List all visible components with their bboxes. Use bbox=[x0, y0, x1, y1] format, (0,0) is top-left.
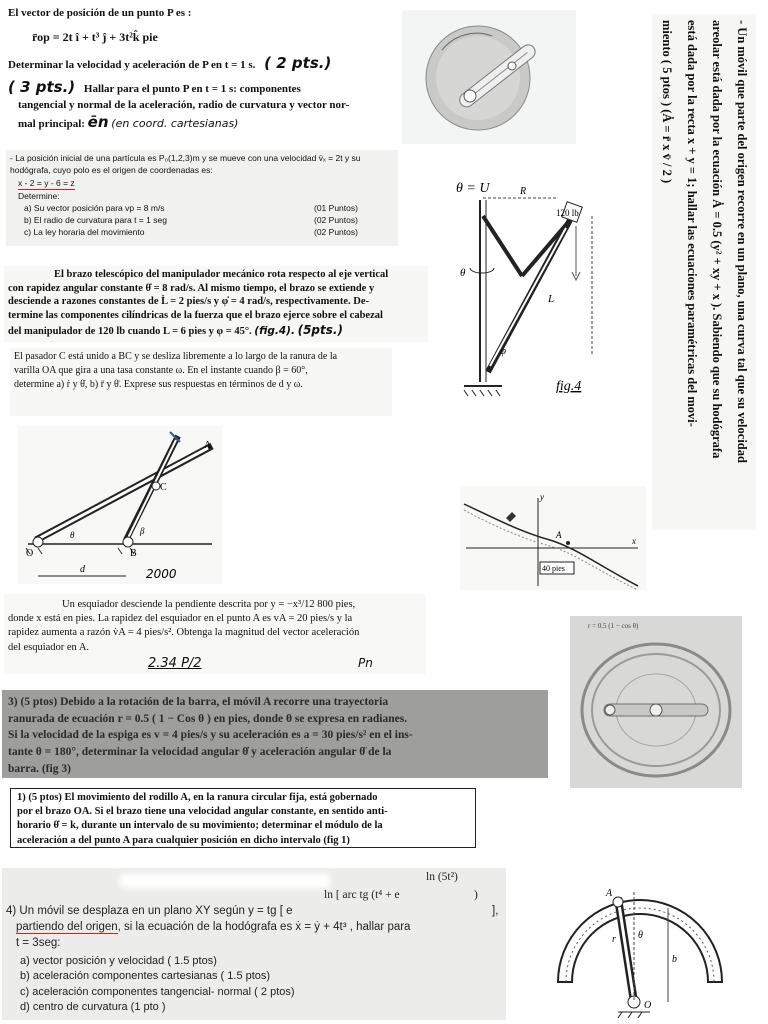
pin-label-A: A bbox=[204, 440, 212, 451]
fig4-phi-label: φ bbox=[500, 345, 507, 357]
p8-redaction bbox=[120, 874, 330, 888]
p8-row1 bbox=[6, 904, 502, 920]
p6-line3: Si la velocidad de la espiga es v = 4 pies/s y su aceleración es a = 30 pies/s² en el ins- bbox=[8, 729, 413, 742]
p1-note: (en coord. cartesianas) bbox=[111, 117, 239, 130]
p2-item-text: a) Su vector posición para vp = 8 m/s bbox=[24, 203, 165, 214]
p5-line3: rapidez aumenta a razón v̇A = 4 pies/s². Obtenga la magnitud del vector aceleración bbox=[8, 627, 360, 639]
p3-line3: desciende a razones constantes de L̇ = 2 pies/s y φ̇ = 4 rad/s, respectivamente. De- bbox=[8, 296, 369, 308]
p3-line2: con rapidez angular constante θ̇ = 8 rad/s. Al mismo tiempo, el brazo se extiende y bbox=[8, 282, 375, 294]
p5-line1: Un esquiador desciende la pendiente descrita por y = −x³/12 800 pies, bbox=[62, 599, 356, 610]
p2-items bbox=[24, 202, 394, 238]
slot-svg bbox=[570, 616, 742, 788]
figure-slotted-rod bbox=[18, 426, 222, 584]
p3-tag: (fig.4). bbox=[254, 324, 295, 337]
p8-line1: 4) Un móvil se desplaza en un plano XY según y = tg [ e bbox=[6, 905, 293, 917]
problem-rotating-bar bbox=[2, 690, 548, 778]
pin-label-beta: β bbox=[140, 526, 145, 536]
p1-equation: r̄op = 2t î + t³ ĵ + 3t²k̂ pie bbox=[32, 29, 158, 44]
figure-rotating-disc bbox=[402, 10, 576, 144]
p5-line4: del esquiador en A. bbox=[8, 641, 90, 653]
p8-line2a: partiendo del origen bbox=[16, 921, 118, 933]
fig4-L-label: L bbox=[548, 293, 555, 305]
p1-row4 bbox=[8, 77, 398, 97]
p1-pts2: ( 3 pts.) bbox=[8, 78, 76, 97]
pin-note: 2000 bbox=[146, 567, 177, 581]
figure-circular-slot bbox=[548, 862, 732, 1018]
p4-line3: determine a) ṙ y θ̇, b) r̈ y θ̈. Exprese sus respuestas en términos de d y ω. bbox=[14, 379, 303, 390]
pin-label-theta: θ bbox=[70, 530, 75, 540]
p4-line1: El pasador C está unido a BC y se desliza libremente a lo largo de la ranura de la bbox=[14, 351, 338, 362]
problem-areolar-velocity bbox=[652, 14, 756, 530]
p3-line4: termine las componentes cilíndricas de la fuerza que el brazo ejerce sobre el cabezal bbox=[8, 309, 383, 321]
vertical-line4: miento ( 5 ptos ) (Ȧ = r̄ x v̄ / 2 ) bbox=[660, 20, 674, 184]
fig1-label-r: r bbox=[612, 934, 616, 945]
p2-item-text: c) La ley horaria del movimiento bbox=[24, 227, 145, 238]
p8-row2 bbox=[16, 920, 410, 936]
p2-line3: x - 2 = y - 6 = z bbox=[18, 177, 75, 190]
ski-label-x: x bbox=[632, 536, 636, 546]
p1-line1: El vector de posición de un punto P es : bbox=[8, 7, 192, 19]
p6-line2: ranurada de ecuación r = 0.5 ( 1 − Cos θ ) en pies, donde θ se expresa en radianes. bbox=[8, 712, 408, 725]
fig4-theta-label: θ bbox=[460, 267, 466, 279]
p1-line6: mal principal: bbox=[18, 118, 85, 130]
vertical-line3: está dada por la recta x + y = 1; hallar las ecuaciones paramétricas del movi- bbox=[685, 20, 699, 427]
p1-row6 bbox=[18, 112, 398, 130]
p3-line5: del manipulador de 120 lb cuando L = 6 pies y φ = 45°. bbox=[8, 325, 252, 337]
p6-line4: tante θ = 180°, determinar la velocidad angular θ̇ y aceleración angular θ̈ de la bbox=[8, 746, 392, 759]
p3-pts: (5pts.) bbox=[297, 322, 343, 337]
ski-label-dist: 40 pies bbox=[542, 564, 565, 573]
p2-line1: - La posición inicial de una partícula es P₀(1,2,3)m y se mueve con una velocidad v̄ₓ = 2t y su bbox=[10, 153, 361, 163]
pin-label-C: C bbox=[160, 482, 167, 493]
p8-items bbox=[20, 954, 295, 1016]
p2-item bbox=[24, 214, 394, 226]
p2-item-pts: (02 Puntos) bbox=[314, 227, 358, 238]
fig1-label-O: O bbox=[644, 1000, 652, 1011]
p1-en: ēn bbox=[87, 113, 109, 130]
ski-label-A: A bbox=[556, 530, 562, 540]
pin-label-O: O bbox=[26, 548, 34, 559]
p7-line1: 1) (5 ptos) El movimiento del rodillo A, en la ranura circular fija, está gobernado bbox=[17, 792, 378, 803]
p7-line3: horario θ̇ = k, durante un intervalo de su movimiento; determinar el módulo de la bbox=[17, 820, 383, 832]
p8-item: b) aceleración componentes cartesianas ( 1.5 ptos) bbox=[20, 970, 271, 983]
p2-line2: hodógrafa, cuyo polo es el origen de coordenadas es: bbox=[10, 165, 213, 176]
p3-line1: El brazo telescópico del manipulador mecánico rota respecto al eje vertical bbox=[54, 269, 389, 280]
p8-eq-mid: ln [ arc tg (t⁴ + e bbox=[324, 889, 400, 901]
p8-eq-close: ) bbox=[474, 889, 478, 901]
fig4-top-label: θ = U bbox=[456, 181, 490, 196]
p5-line2: donde x está en pies. La rapidez del esquiador en el punto A es vA = 20 pies/s y la bbox=[8, 613, 353, 625]
fig1-label-b: b bbox=[672, 954, 677, 965]
p1-line5: tangencial y normal de la aceleración, radio de curvatura y vector nor- bbox=[18, 98, 350, 111]
problem-roller-slot bbox=[10, 788, 476, 848]
fig4-R-label: R bbox=[520, 186, 527, 197]
p6-line5: barra. (fig 3) bbox=[8, 762, 71, 775]
p3-row5 bbox=[8, 323, 424, 339]
pin-label-B: B bbox=[130, 548, 137, 559]
fig1-label-A: A bbox=[606, 888, 613, 899]
p8-line1-end: ], bbox=[492, 905, 499, 917]
figure-manipulator bbox=[452, 176, 622, 400]
p6-line1: 3) (5 ptos) Debido a la rotación de la barra, el móvil A recorre una trayectoria bbox=[8, 696, 389, 708]
fig1-label-theta: θ bbox=[638, 930, 643, 941]
ski-label-y: y bbox=[540, 492, 544, 502]
p2-item bbox=[24, 226, 394, 238]
p8-item: c) aceleración componentes tangencial- normal ( 2 ptos) bbox=[20, 985, 295, 998]
problem-hodograph bbox=[6, 150, 398, 246]
p7-line4: aceleración a del punto A para cualquier posición en dicho intervalo (fig 1) bbox=[17, 834, 350, 846]
problem-pin-slot bbox=[10, 348, 392, 416]
slot-caption: r = 0.5 (1 − cos θ) bbox=[588, 622, 639, 630]
p2-item-pts: (02 Puntos) bbox=[314, 215, 358, 226]
figure-cardioid-slot bbox=[570, 616, 742, 788]
problem-telescopic-arm bbox=[4, 266, 428, 342]
p1-line4: Hallar para el punto P en t = 1 s: componentes bbox=[83, 83, 301, 96]
p2-item bbox=[24, 202, 394, 214]
fig4-caption: fig.4 bbox=[556, 379, 582, 394]
disc-svg bbox=[402, 10, 576, 144]
fig4-svg bbox=[452, 176, 622, 400]
p5-row5 bbox=[8, 655, 422, 671]
problem-skier bbox=[4, 594, 426, 674]
p8-item: d) centro de curvatura (1 pto ) bbox=[20, 1001, 166, 1014]
p7-line2: por el brazo OA. Si el brazo tiene una velocidad angular constante, en sentido anti- bbox=[17, 806, 388, 818]
p1-line3: Determinar la velocidad y aceleración de P en t = 1 s. bbox=[8, 59, 256, 72]
pin-fig-svg bbox=[18, 426, 222, 584]
p1-pts1: ( 2 pts.) bbox=[264, 54, 332, 73]
fig1-svg bbox=[548, 862, 732, 1018]
p4-line2: varilla OA que gira a una tasa constante ω. En el instante cuando β = 60°, bbox=[14, 365, 308, 376]
figure-skier-slope bbox=[460, 486, 646, 590]
p8-eq-top: ln (5t²) bbox=[426, 871, 458, 883]
vertical-line2: areolar está dada por la ecuación Ȧ = 0.5 (y² + xy + x ). Sabiendo que su hodógrafa bbox=[710, 20, 724, 459]
pin-label-d: d bbox=[80, 564, 85, 575]
vertical-text-block bbox=[652, 14, 756, 530]
p8-line3: t = 3seg: bbox=[16, 937, 61, 949]
p2-item-pts: (01 Puntos) bbox=[314, 203, 358, 214]
ski-svg bbox=[460, 486, 646, 590]
p8-line2b: , si la ecuación de la hodógrafa es ẋ = ẏ + 4t³ , hallar para bbox=[117, 921, 411, 933]
p5-ref: 2.34 P/2 bbox=[148, 655, 202, 671]
p2-line4: Determine: bbox=[18, 190, 60, 201]
fig4-weight-label: 120 lb bbox=[556, 208, 579, 218]
p5-side: Pn bbox=[358, 655, 373, 670]
p2-item-text: b) El radio de curvatura para t = 1 seg bbox=[24, 215, 167, 226]
p1-row3 bbox=[8, 53, 398, 73]
problem-position-vector bbox=[8, 6, 398, 130]
p8-item: a) vector posición y velocidad ( 1.5 ptos) bbox=[20, 955, 217, 967]
vertical-line1: - Un móvil que parte del origen recorre en un plano, una curva tal que su velocidad bbox=[735, 20, 749, 463]
problem-hodograph-xy bbox=[2, 868, 506, 1020]
